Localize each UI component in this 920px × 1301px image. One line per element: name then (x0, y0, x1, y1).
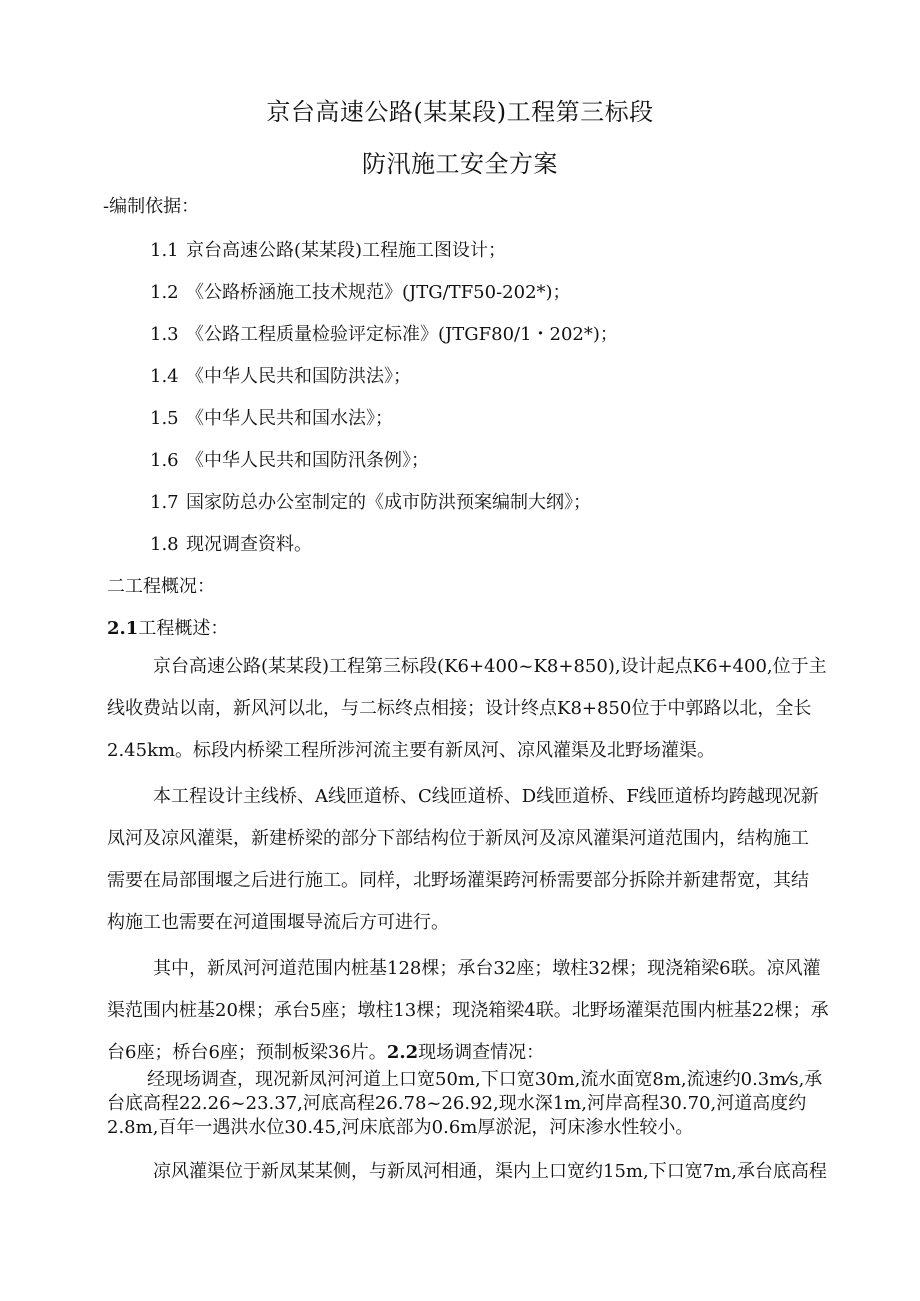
basis-item-number: 1.4 (150, 366, 179, 387)
basis-item (150, 446, 429, 472)
subsection-number: 2.1 (107, 618, 139, 639)
basis-item (150, 362, 411, 388)
section2-heading: 二工程概况： (107, 576, 215, 597)
basis-item-number: 1.1 (150, 240, 179, 261)
subsection-title: 工程概述： (138, 618, 229, 639)
basis-item-text: 《中华人民共和国防汛条例》； (186, 450, 429, 471)
basis-item-text: 京台高速公路(某某段)工程施工图设计； (186, 240, 507, 261)
paragraph-line: 经现场调查，现况新凤河河道上口宽50m,下口宽30m,流水面宽8m,流速约0.3m⁄s,承 (147, 1069, 823, 1090)
paragraph-bridges (107, 776, 819, 944)
paragraph-line: 本工程设计主线桥、A线匝道桥、C线匝道桥、D线匝道桥、F线匝道桥均跨越现况新 (153, 786, 819, 807)
paragraph-line: 凤河及凉风灌渠，新建桥梁的部分下部结构位于新凤河及凉风灌渠河道范围内，结构施工 (107, 828, 809, 849)
paragraph-line: 2.8m,百年一遇洪水位30.45,河床底部为0.6m厚淤泥，河床渗水性较小。 (107, 1117, 694, 1138)
document-title-line2: 防汛施工安全方案 (362, 150, 558, 178)
paragraph-line: 台底高程22.26~23.37,河底高程26.78~26.92,现水深1m,河岸高程30.70,河道高度约 (107, 1093, 807, 1114)
basis-item-number: 1.7 (150, 492, 179, 513)
basis-item (150, 236, 506, 262)
basis-item (150, 488, 591, 514)
subsection-2-2-title: 现场调查情况： (418, 1042, 545, 1063)
paragraph-line: 线收费站以南，新风河以北，与二标终点相接；设计终点K8+850位于中郭路以北，全长 (107, 698, 812, 719)
subsection-2-1-heading (107, 614, 228, 640)
paragraph-line-text: 台6座；桥台6座；预制板梁36片。 (107, 1042, 387, 1063)
subsection-2-2-number: 2.2 (386, 1042, 419, 1063)
paragraph-line: 2.45km。标段内桥梁工程所涉河流主要有新凤河、凉风灌渠及北野场灌渠。 (107, 740, 716, 761)
document-title-line1: 京台高速公路(某某段)工程第三标段 (266, 98, 654, 126)
paragraph-line: 构施工也需要在河道围堰导流后方可进行。 (107, 912, 449, 933)
paragraph-line: 需要在局部围堰之后进行施工。同样，北野场灌渠跨河桥需要部分拆除并新建帮宽，其结 (107, 870, 809, 891)
basis-item (150, 278, 571, 304)
basis-item-text: 现况调查资料。 (186, 534, 312, 555)
basis-item-number: 1.6 (150, 450, 179, 471)
paragraph-liangfeng: 凉风灌渠位于新凤某某侧，与新凤河相通，渠内上口宽约15m,下口宽7m,承台底高程 (153, 1161, 827, 1182)
basis-item-text: 《中华人民共和国水法》； (186, 408, 393, 429)
basis-item (150, 320, 618, 346)
paragraph-quantities (107, 948, 829, 1074)
basis-item-text: 国家防总办公室制定的《成市防洪预案编制大纲》； (186, 492, 591, 513)
paragraph-line: 其中，新凤河河道范围内桩基128棵；承台32座；墩柱32棵；现浇箱梁6联。凉风灌 (153, 958, 821, 979)
basis-item-number: 1.8 (150, 534, 179, 555)
basis-item-number: 1.5 (150, 408, 179, 429)
paragraph-site-survey (107, 1068, 822, 1140)
basis-item-text: 《公路桥涵施工技术规范》(JTG/TF50-202*)； (186, 282, 571, 303)
basis-item-number: 1.2 (150, 282, 179, 303)
basis-item-text: 《中华人民共和国防洪法》； (186, 366, 411, 387)
section1-heading: -编制依据： (103, 196, 200, 217)
basis-item (150, 530, 312, 556)
paragraph-overview (107, 646, 827, 772)
basis-item-number: 1.3 (150, 324, 179, 345)
basis-item (150, 404, 393, 430)
paragraph-line: 京台高速公路(某某段)工程第三标段(K6+400~K8+850),设计起点K6+400,位于主 (153, 656, 827, 677)
paragraph-line: 渠范围内桩基20棵；承台5座；墩柱13棵；现浇箱梁4联。北野场灌渠范围内桩基22棵；承 (107, 1000, 829, 1021)
basis-item-text: 《公路工程质量检验评定标准》(JTGF80/1・202*)； (186, 324, 618, 345)
